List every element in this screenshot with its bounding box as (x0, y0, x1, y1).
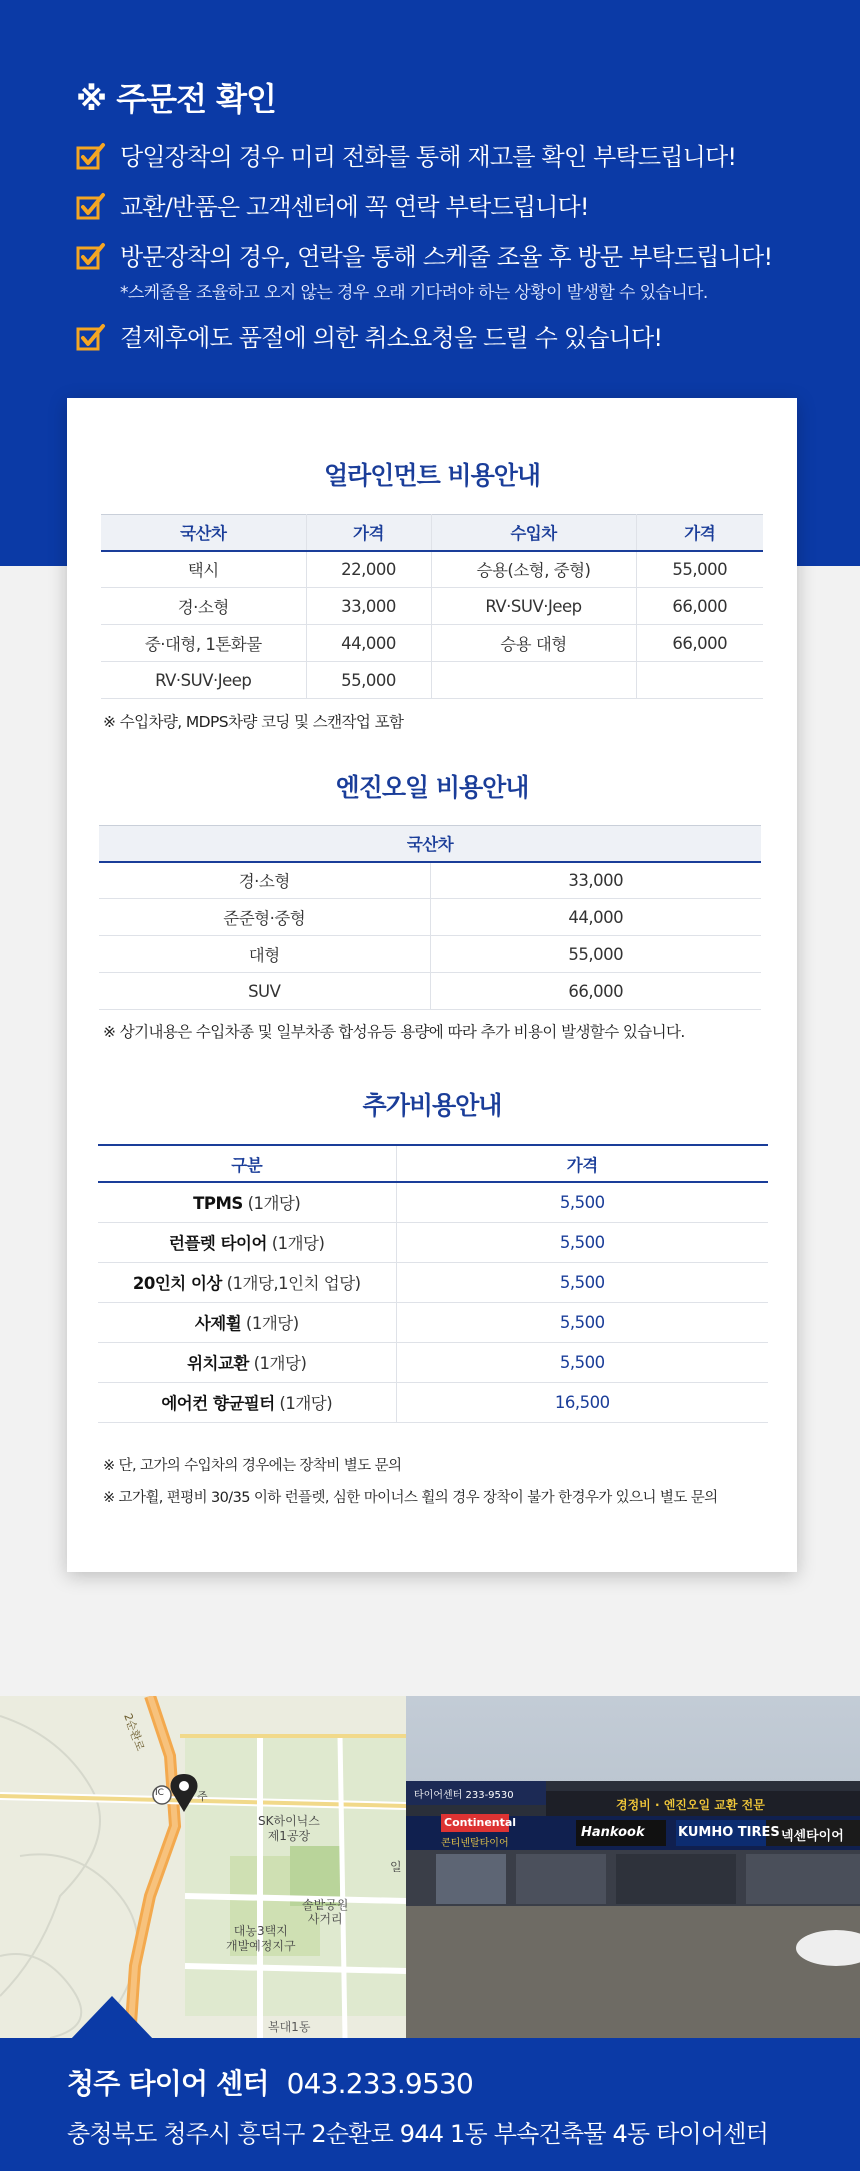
extra-cost-title: 추가비용안내 (362, 1091, 502, 1120)
location-map[interactable] (0, 1696, 406, 2038)
table-header-row (98, 1145, 768, 1182)
item-unit: (1개당) (253, 1354, 307, 1373)
map-label-ic: IC (155, 1788, 164, 1798)
table-cell: SUV (99, 973, 430, 1010)
alignment-table (101, 514, 763, 699)
table-cell: 55,000 (672, 559, 728, 579)
map-label-ju: 주 (197, 1790, 208, 1803)
table-cell (98, 1262, 396, 1302)
map-label-road: 2순환로 (121, 1711, 147, 1753)
checkbox-check-icon (76, 192, 106, 222)
map-label-bottom: 복대1동 (268, 2020, 311, 2034)
table-cell (98, 1382, 396, 1422)
notice-item (76, 242, 816, 303)
table-cell: 승용(소형, 중형) (431, 551, 636, 588)
price-cell: 5,500 (559, 1352, 605, 1372)
store-photo-graphic (406, 1696, 860, 2038)
kumho-sign: KUMHO TIRES (678, 1825, 780, 1840)
table-cell: 22,000 (306, 551, 431, 588)
column-header: 구분 (98, 1145, 396, 1182)
table-row (99, 973, 761, 1010)
table-cell: 택시 (101, 551, 306, 588)
table-header-row (99, 826, 761, 862)
store-address: 충청북도 청주시 흥덕구 2순환로 944 1동 부속건축물 4동 타이어센터 (67, 2120, 769, 2148)
notice-subtext: *스케줄을 조율하고 오지 않는 경우 오래 기다려야 하는 상황이 발생할 수 있습니다. (120, 283, 708, 303)
table-cell (98, 1302, 396, 1342)
table-cell: 대형 (99, 936, 430, 973)
order-notice (76, 74, 816, 373)
map-graphic (0, 1696, 406, 2038)
item-unit: (1개당) (271, 1234, 325, 1253)
column-header: 가격 (566, 1155, 598, 1175)
item-name: 위치교환 (187, 1354, 249, 1373)
table-cell: 66,000 (672, 596, 728, 616)
map-label-park: 솔밭공원 사거리 (302, 1898, 349, 1926)
table-cell: 준준형·중형 (99, 899, 430, 936)
table-cell: 55,000 (568, 944, 624, 964)
table-row (98, 1182, 768, 1222)
table-row (101, 551, 763, 588)
hankook-sign: Hankook (581, 1825, 645, 1840)
map-label-factory: SK하이닉스 제1공장 (258, 1814, 320, 1843)
notice-item (76, 323, 816, 353)
item-unit: (1개당) (245, 1314, 299, 1333)
table-cell (98, 1342, 396, 1382)
store-photo (406, 1696, 860, 2038)
engine-oil-table (99, 825, 761, 1010)
engine-oil-title: 엔진오일 비용안내 (335, 773, 529, 802)
footer-title-line (67, 2062, 473, 2102)
engine-oil-note: ※ 상기내용은 수입차종 및 일부차종 합성유등 용량에 따라 추가 비용이 발생할수 있습니다. (103, 1023, 685, 1041)
table-row (99, 899, 761, 936)
store-phone[interactable]: 043.233.9530 (286, 2067, 473, 2100)
item-name: 20인치 이상 (132, 1274, 222, 1293)
map-label-district: 대농3택지 개발예정지구 (226, 1924, 296, 1953)
footer-contact (0, 2038, 860, 2171)
nexen-sign: 넥센타이어 (781, 1829, 844, 1844)
alignment-title: 얼라인먼트 비용안내 (323, 461, 541, 490)
table-cell: 66,000 (568, 981, 624, 1001)
notice-title: ※ 주문전 확인 (76, 80, 276, 118)
price-cell: 5,500 (559, 1192, 605, 1212)
price-cell: 16,500 (554, 1392, 610, 1412)
table-row (98, 1222, 768, 1262)
notice-text: 당일장착의 경우 미리 전화를 통해 재고를 확인 부탁드립니다! (120, 143, 737, 171)
table-header-row (101, 515, 763, 551)
footer-pointer (70, 1996, 154, 2040)
table-row (101, 662, 763, 699)
table-cell: 44,000 (306, 625, 431, 662)
column-header: 국산차 (406, 835, 454, 855)
table-cell (636, 662, 763, 699)
table-cell: 44,000 (568, 907, 624, 927)
table-cell: 33,000 (568, 870, 624, 890)
extra-note: ※ 고가휠, 편평비 30/35 이하 런플렛, 심한 마이너스 휠의 경우 장착이 불가 한경우가 있으니 별도 문의 (103, 1490, 718, 1506)
table-row (101, 625, 763, 662)
extra-cost-table (98, 1144, 768, 1423)
notice-text: 방문장착의 경우, 연락을 통해 스케줄 조율 후 방문 부탁드립니다! (120, 243, 773, 271)
table-cell: 중·대형, 1톤화물 (101, 625, 306, 662)
store-name: 청주 타이어 센터 (67, 2067, 269, 2100)
column-header: 가격 (684, 524, 716, 544)
continental-sign: Continental (444, 1816, 517, 1829)
table-cell: 경·소형 (101, 588, 306, 625)
price-card (67, 398, 797, 1572)
table-cell: 66,000 (672, 633, 728, 653)
map-label-il: 일 (390, 1860, 402, 1874)
item-name: 런플렛 타이어 (169, 1234, 267, 1253)
table-cell: 승용 대형 (431, 625, 636, 662)
table-cell: 경·소형 (99, 862, 430, 899)
banner-sign: 경정비 · 엔진오일 교환 전문 (616, 1798, 765, 1812)
checkbox-check-icon (76, 323, 106, 353)
table-row (98, 1342, 768, 1382)
table-cell (98, 1222, 396, 1262)
table-row (99, 862, 761, 899)
extra-note: ※ 단, 고가의 수입차의 경우에는 장착비 별도 문의 (103, 1458, 402, 1474)
column-header: 가격 (306, 515, 431, 551)
column-header: 수입차 (431, 515, 636, 551)
price-cell: 5,500 (559, 1272, 605, 1292)
table-cell: RV·SUV·Jeep (101, 662, 306, 699)
item-unit: (1개당) (247, 1194, 301, 1214)
table-cell (98, 1182, 396, 1222)
table-cell (431, 662, 636, 699)
notice-item (76, 142, 816, 172)
table-cell: RV·SUV·Jeep (431, 588, 636, 625)
item-unit: (1개당,1인치 업당) (226, 1274, 361, 1293)
item-name: 사제휠 (194, 1314, 242, 1333)
table-row (99, 936, 761, 973)
table-cell: 55,000 (306, 662, 431, 699)
table-row (98, 1382, 768, 1422)
notice-text: 결제후에도 품절에 의한 취소요청을 드릴 수 있습니다! (120, 324, 663, 352)
alignment-note: ※ 수입차량, MDPS차량 코딩 및 스캔작업 포함 (103, 713, 404, 731)
price-cell: 5,500 (559, 1232, 605, 1252)
item-name: TPMS (193, 1194, 243, 1214)
checkbox-check-icon (76, 142, 106, 172)
price-cell: 5,500 (559, 1312, 605, 1332)
item-name: 에어컨 향균필터 (161, 1394, 275, 1413)
column-header: 국산차 (101, 515, 306, 551)
notice-text: 교환/반품은 고객센터에 꼭 연락 부탁드립니다! (120, 193, 589, 221)
table-row (98, 1302, 768, 1342)
table-row (98, 1262, 768, 1302)
continental-subsign: 콘티넨탈타이어 (441, 1838, 509, 1849)
checkbox-check-icon (76, 242, 106, 272)
notice-item (76, 192, 816, 222)
item-unit: (1개당) (279, 1394, 333, 1413)
store-sign: 타이어센터 233-9530 (414, 1790, 514, 1801)
table-row (101, 588, 763, 625)
table-cell: 33,000 (306, 588, 431, 625)
